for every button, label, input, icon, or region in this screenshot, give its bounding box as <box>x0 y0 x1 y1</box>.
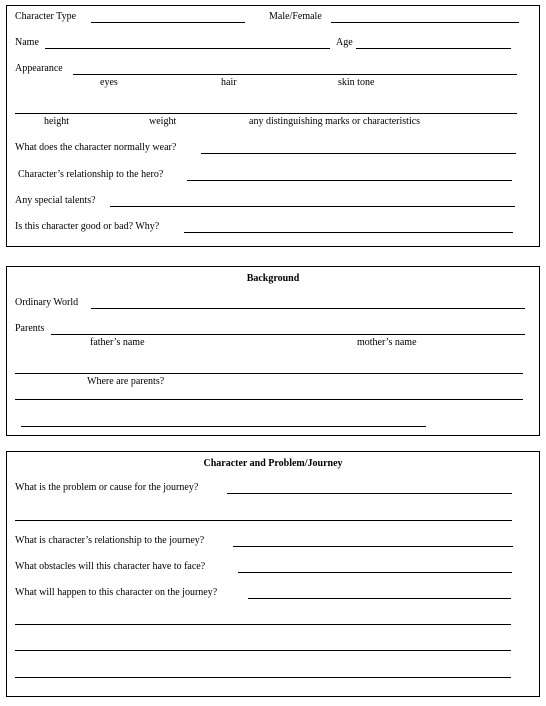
relationship-journey-field[interactable] <box>233 546 513 547</box>
age-label: Age <box>336 37 353 48</box>
parents-label: Parents <box>15 323 45 334</box>
male-female-label: Male/Female <box>269 11 322 22</box>
character-type-field[interactable] <box>91 22 245 23</box>
relationship-hero-label: Character’s relationship to the hero? <box>18 169 164 180</box>
problem-label: What is the problem or cause for the journey? <box>15 482 199 493</box>
obstacles-field[interactable] <box>238 572 512 573</box>
ordinary-world-label: Ordinary World <box>15 297 79 308</box>
age-field[interactable] <box>356 48 511 49</box>
ordinary-world-field[interactable] <box>91 308 525 309</box>
appearance-label: Appearance <box>15 63 63 74</box>
problem-field-2[interactable] <box>15 520 512 521</box>
appearance-field-2[interactable] <box>15 113 517 114</box>
eyes-caption: eyes <box>100 77 118 88</box>
parents-field[interactable] <box>51 334 525 335</box>
journey-field-6[interactable] <box>15 650 511 651</box>
mothers-name-caption: mother’s name <box>357 337 417 348</box>
male-female-field[interactable] <box>331 22 519 23</box>
background-field-4[interactable] <box>21 426 426 427</box>
good-bad-field[interactable] <box>184 232 513 233</box>
obstacles-label: What obstacles will this character have to face? <box>15 561 206 572</box>
relationship-journey-label: What is character’s relationship to the journey? <box>15 535 205 546</box>
happen-field[interactable] <box>248 598 511 599</box>
problem-field[interactable] <box>227 493 512 494</box>
relationship-hero-field[interactable] <box>187 180 512 181</box>
marks-caption: any distinguishing marks or characteristics <box>249 116 421 127</box>
where-parents-caption: Where are parents? <box>87 376 165 387</box>
background-title: Background <box>246 273 300 284</box>
wear-label: What does the character normally wear? <box>15 142 177 153</box>
weight-caption: weight <box>149 116 177 127</box>
name-label: Name <box>15 37 39 48</box>
height-caption: height <box>44 116 69 127</box>
name-field[interactable] <box>45 48 330 49</box>
journey-field-5[interactable] <box>15 624 511 625</box>
talents-label: Any special talents? <box>15 195 96 206</box>
talents-field[interactable] <box>110 206 515 207</box>
happen-label: What will happen to this character on the journey? <box>15 587 218 598</box>
background-field-3[interactable] <box>15 399 523 400</box>
appearance-field[interactable] <box>73 74 517 75</box>
parents-field-2[interactable] <box>15 373 523 374</box>
hair-caption: hair <box>221 77 237 88</box>
fathers-name-caption: father’s name <box>90 337 145 348</box>
wear-field[interactable] <box>201 153 516 154</box>
journey-field-7[interactable] <box>15 677 511 678</box>
character-type-label: Character Type <box>15 11 77 22</box>
good-bad-label: Is this character good or bad? Why? <box>15 221 160 232</box>
journey-title: Character and Problem/Journey <box>203 458 343 469</box>
skin-tone-caption: skin tone <box>338 77 375 88</box>
background-section <box>6 266 540 436</box>
